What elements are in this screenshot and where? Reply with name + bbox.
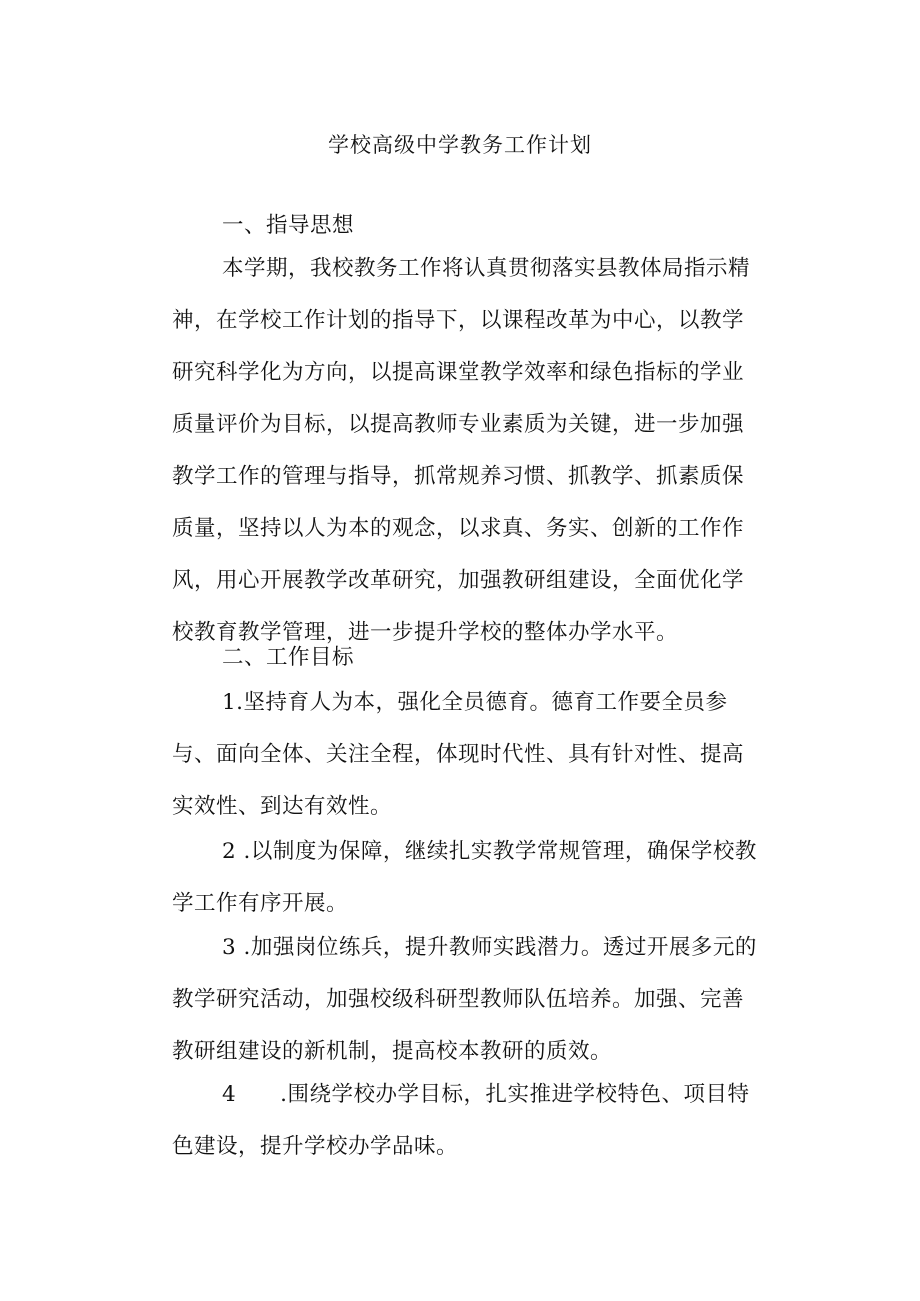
section-heading-guiding-ideology: 一、指导思想	[222, 213, 355, 238]
work-goal-item-2: 2 .以制度为保障，继续扎实教学常规管理，确保学校教学工作有序开展。	[172, 839, 757, 916]
section-heading-work-goals: 二、工作目标	[222, 645, 355, 670]
work-goal-item-3: 3 .加强岗位练兵，提升教师实践潜力。透过开展多元的教学研究活动，加强校级科研型教师队伍培养。加强、完善教研组建设的新机制，提高校本教研的质效。	[172, 935, 757, 1064]
document-title: 学校高级中学教务工作计划	[328, 133, 592, 157]
work-goal-item-1: 1.坚持育人为本，强化全员德育。德育工作要全员参与、面向全体、关注全程，体现时代性、具有针对性、提高实效性、到达有效性。	[172, 690, 745, 819]
guiding-ideology-paragraph: 本学期，我校教务工作将认真贯彻落实县教体局指示精神，在学校工作计划的指导下，以课程改革为中心，以教学研究科学化为方向，以提高课堂教学效率和绿色指标的学业质量评价为目标，以提高教师专业素质为关键，进一步加强教学工作的管理与指导，抓常规养习惯、抓教学、抓素质保质量，坚持以人为本的观念，以求真、务实、创新的工作作风，用心开展教学改革研究，加强教研组建设，全面优化学校教育教学管理，进一步提升学校的整体办学水平。	[172, 256, 751, 645]
work-goal-item-4: 4 .围绕学校办学目标，扎实推进学校特色、项目特色建设，提升学校办学品味。	[172, 1082, 750, 1159]
